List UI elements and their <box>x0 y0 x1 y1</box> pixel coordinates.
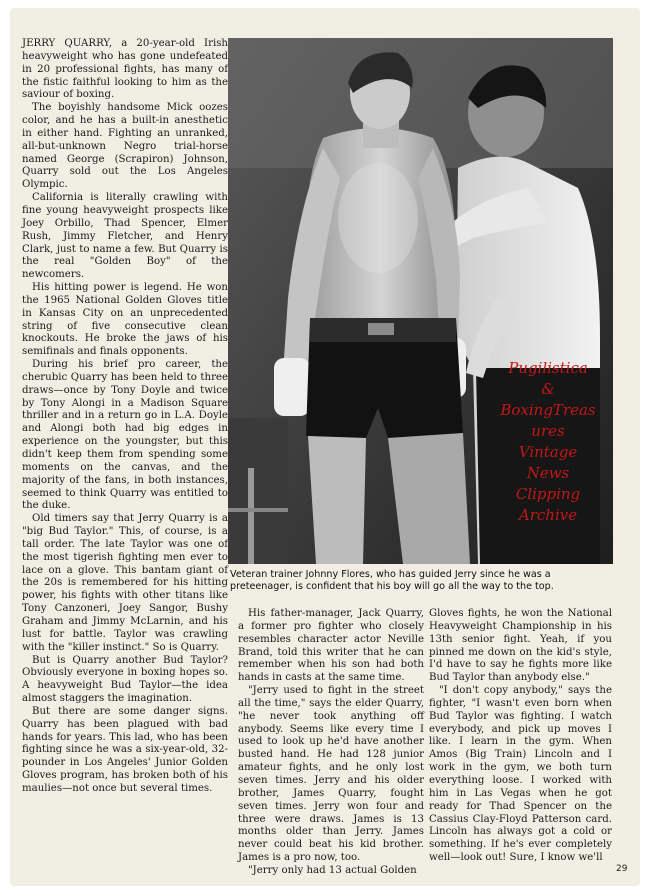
article-column-left <box>22 38 228 796</box>
watermark-line: ures <box>531 422 565 440</box>
article-paragraph: "Jerry used to fight in the street all the time," says the elder Quarry, "he never took anything off anybody. Seems like every time I used to look up he'd have another busted hand. He had 128 junior amateur fights, and he only lost seven times. Jerry and his older brother, James Quarry, fought seven times. Jerry won four and three were draws. James is 13 months older than Jerry. James never could beat his kid brother. James is a pro now, too. <box>238 685 424 864</box>
article-paragraph: But there are some danger signs. Quarry has been plagued with bad hands for years. This lad, who has been fighting since he was a six-year-old, 32-pounder in Los Angeles' Junior Golden Gloves program, has broken both of his maulies—not once but several times. <box>22 705 228 794</box>
magazine-page <box>10 8 640 886</box>
article-paragraph: His father-manager, Jack Quarry, a former pro fighter who closely resembles character actor Neville Brand, told this writer that he can remember when his son had both hands in casts at the same time. <box>238 608 424 684</box>
watermark-line: BoxingTreas <box>500 401 596 419</box>
article-paragraph: During his brief pro career, the cherubic Quarry has been held to three draws—once by Tony Doyle and twice by Tony Alongi in a Madison Square thriller and in a return go in L.A. Doyle and Alongi both had big edges in experience on the youngster, but this didn't keep them from spending some moments on the canvas, and the majority of the fans, in both instances, seemed to think Quarry was entitled to the duke. <box>22 359 228 512</box>
watermark-line: Pugilistica <box>508 359 588 377</box>
article-paragraph: The boyishly handsome Mick oozes color, and he has a built-in anesthetic in either hand. Fighting an unranked, all-but-unknown Negro trial-horse named George (Scrapiron) Johnson, Quarry sold out the Los Angeles Olympic. <box>22 102 228 191</box>
article-paragraph: "Jerry only had 13 actual Golden <box>248 864 417 876</box>
article-paragraph: His hitting power is legend. He won the 1965 National Golden Gloves title in Kansas City on an unprecedented string of five consecutive clean knockouts. He broke the jaws of his semifinals and finals opponents. <box>22 282 228 358</box>
boxer-photo <box>228 38 613 564</box>
article-paragraph: "I don't copy anybody," says the fighter, "I wasn't even born when Bud Taylor was fighting. I watch everybody, and pick up moves I like. I learn in the gym. When Amos (Big Train) Lincoln and I work in the gym, we both turn everything loose. I worked with him in Las Vegas when he got ready for Thad Spencer on the Cassius Clay-Floyd Patterson card. Lincoln has always got a cold or something. If he's ever completely well—look out! Sure, I know we'll <box>429 685 612 864</box>
article-column-middle <box>238 608 424 878</box>
article-paragraph: Gloves fights, he won the National Heavyweight Championship in his 13th senior fight. Yeah, if you pinned me down on the kid's style, I'd have to say he fights more like Bud Taylor than anybody else." <box>429 608 612 684</box>
watermark-line: Vintage <box>518 443 578 461</box>
page-number: 29 <box>616 864 628 874</box>
article-paragraph: But is Quarry another Bud Taylor? Obviously everyone in boxing hopes so. A heavyweight Bud Taylor—the idea almost staggers the imagination. <box>22 654 228 705</box>
article-column-right <box>429 608 612 865</box>
watermark <box>488 358 608 526</box>
article-paragraph: JERRY QUARRY, a 20-year-old Irish heavyweight who has gone undefeated in 20 professional fights, has many of the fistic faithful looking to him as the saviour of boxing. <box>22 38 228 101</box>
article-paragraph: Old timers say that Jerry Quarry is a "big Bud Taylor." This, of course, is a tall order. The late Taylor was one of the most tigerish fighting men ever to lace on a glove. This bantam giant of the 20s is remembered for his hitting power, his fights with other titans like Tony Canzoneri, Joey Sangor, Bushy Graham and Jimmy McLarnin, and his lust for battle. Taylor was crawling with the "killer instinct." So is Quarry. <box>22 513 228 653</box>
watermark-line: & <box>541 380 555 398</box>
watermark-line: News <box>526 464 570 482</box>
photo-caption: Veteran trainer Johnny Flores, who has guided Jerry since he was a preteenager, is confident that his boy will go all the way to the top. <box>230 569 554 592</box>
watermark-line: Clipping <box>515 485 581 503</box>
watermark-line: Archive <box>518 506 578 524</box>
article-paragraph: California is literally crawling with fine young heavyweight prospects like Joey Orbillo, Thad Spencer, Elmer Rush, Jimmy Fletcher, and Henry Clark, just to name a few. But Quarry is the real "Golden Boy" of the newcomers. <box>22 192 228 281</box>
